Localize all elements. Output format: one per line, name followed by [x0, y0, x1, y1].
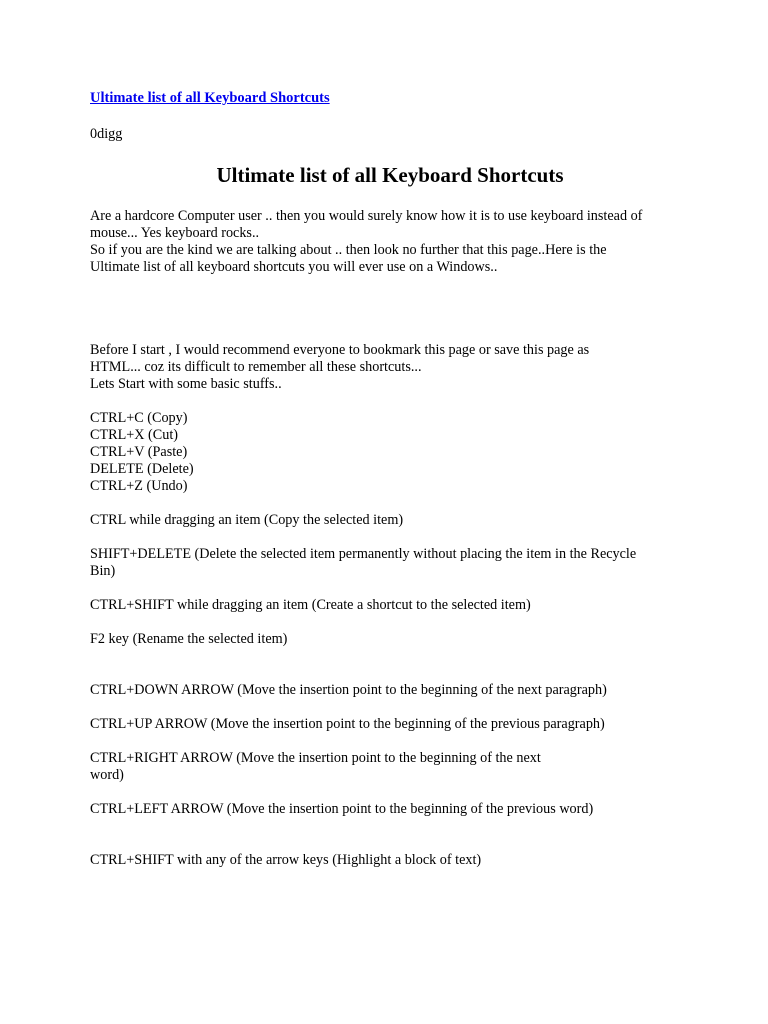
shortcut-item: DELETE (Delete)	[90, 461, 194, 477]
basic-shortcuts-list	[90, 410, 690, 495]
intro-line: mouse... Yes keyboard rocks..	[90, 225, 260, 241]
shortcut-f2: F2 key (Rename the selected item)	[90, 631, 288, 647]
article-heading: Ultimate list of all Keyboard Shortcuts	[216, 163, 564, 187]
before-line: Lets Start with some basic stuffs..	[90, 376, 282, 392]
intro-line: So if you are the kind we are talking about .. then look no further that this page..Here is the	[90, 242, 607, 258]
article-title-link[interactable]: Ultimate list of all Keyboard Shortcuts	[90, 90, 330, 106]
intro-paragraph	[90, 208, 690, 276]
shortcut-ctrl-shift-arrows: CTRL+SHIFT with any of the arrow keys (Highlight a block of text)	[90, 852, 482, 868]
digg-count: 0digg	[90, 126, 123, 142]
intro-line: Ultimate list of all keyboard shortcuts you will ever use on a Windows..	[90, 259, 498, 275]
shortcut-line: SHIFT+DELETE (Delete the selected item permanently without placing the item in the Recycle	[90, 546, 637, 562]
shortcut-ctrl-up: CTRL+UP ARROW (Move the insertion point to the beginning of the previous paragraph)	[90, 716, 605, 732]
shortcut-line: CTRL+RIGHT ARROW (Move the insertion point to the beginning of the next	[90, 750, 541, 766]
shortcut-item: CTRL+C (Copy)	[90, 410, 188, 426]
shortcut-item: CTRL+X (Cut)	[90, 427, 178, 443]
shortcut-item: CTRL+V (Paste)	[90, 444, 188, 460]
before-line: HTML... coz its difficult to remember all these shortcuts...	[90, 359, 422, 375]
shortcut-line: Bin)	[90, 563, 116, 579]
shortcut-item: CTRL+Z (Undo)	[90, 478, 188, 494]
document-page	[90, 90, 690, 869]
shortcut-line: word)	[90, 767, 124, 783]
shortcut-shift-delete	[90, 546, 690, 580]
before-start-paragraph	[90, 342, 690, 393]
shortcut-ctrl-drag: CTRL while dragging an item (Copy the selected item)	[90, 512, 404, 528]
shortcut-ctrl-shift-drag: CTRL+SHIFT while dragging an item (Create a shortcut to the selected item)	[90, 597, 531, 613]
shortcut-ctrl-right	[90, 750, 690, 784]
shortcut-ctrl-down: CTRL+DOWN ARROW (Move the insertion point to the beginning of the next paragraph)	[90, 682, 607, 698]
shortcut-ctrl-left: CTRL+LEFT ARROW (Move the insertion point to the beginning of the previous word)	[90, 801, 594, 817]
intro-line: Are a hardcore Computer user .. then you would surely know how it is to use keyboard instead of	[90, 208, 643, 224]
before-line: Before I start , I would recommend everyone to bookmark this page or save this page as	[90, 342, 590, 358]
